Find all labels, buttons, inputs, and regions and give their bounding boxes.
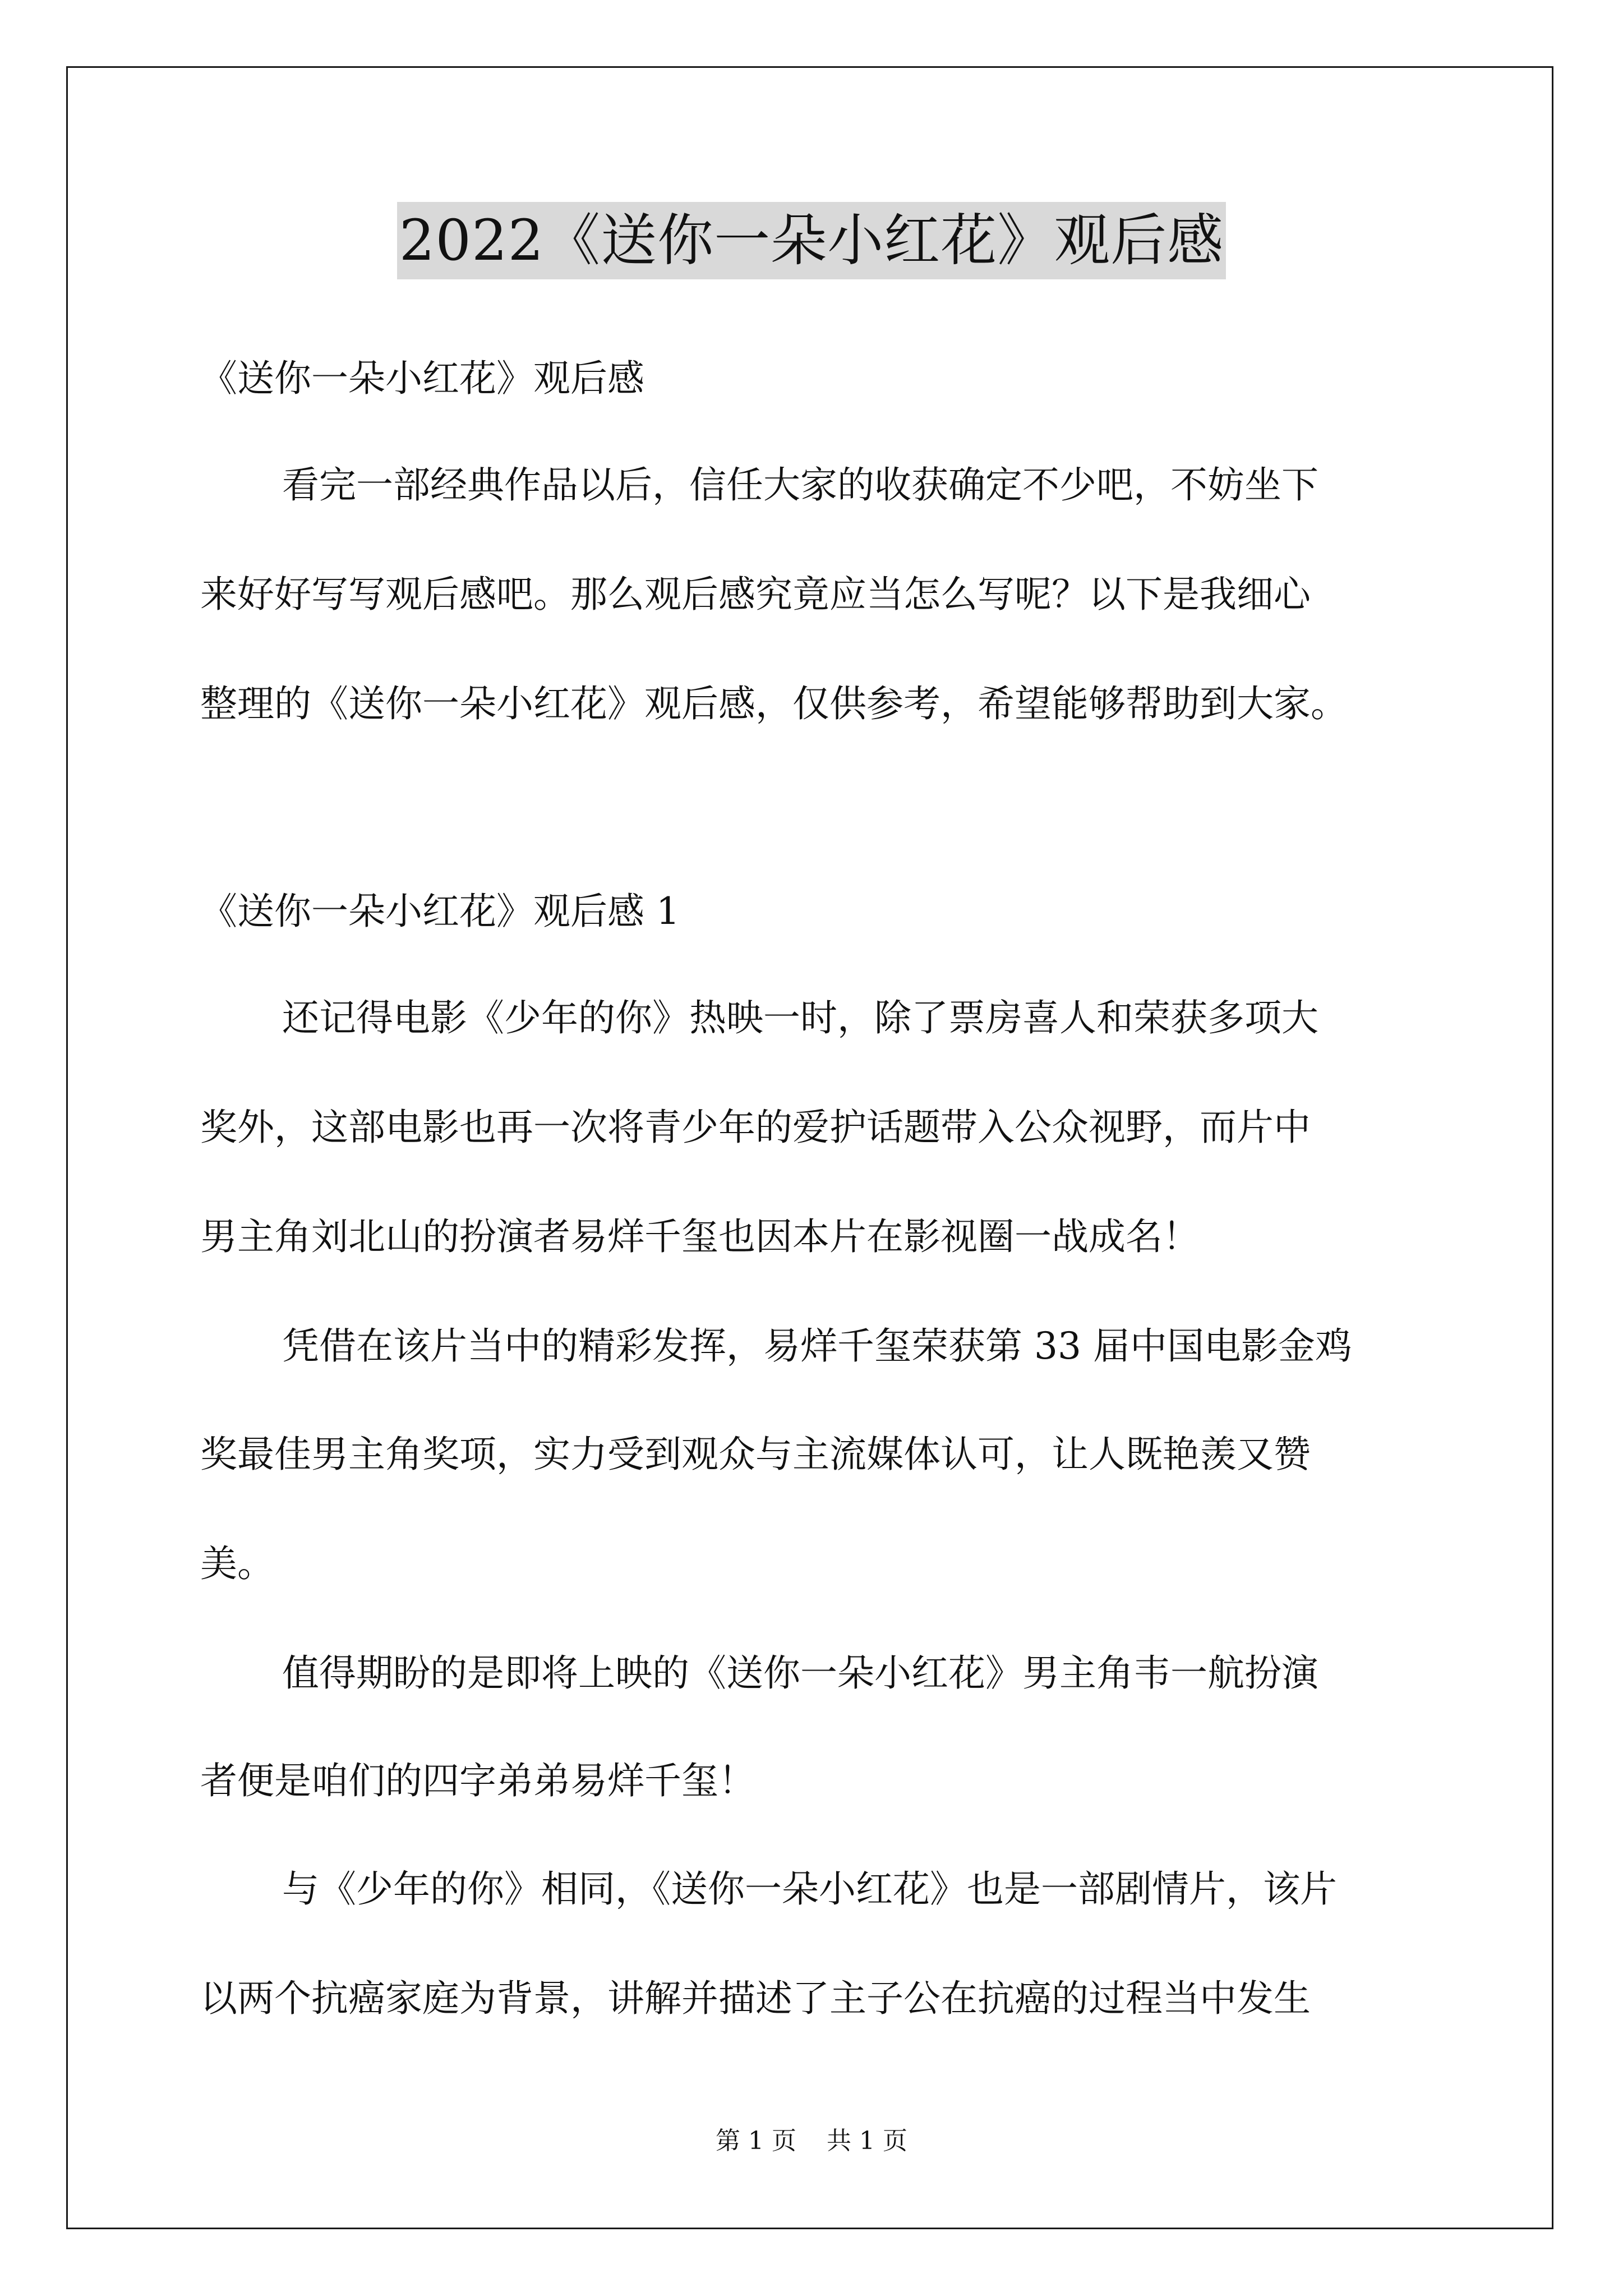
paragraph-line: 以两个抗癌家庭为背景，讲解并描述了主子公在抗癌的过程当中发生 (200, 1977, 1311, 2020)
paragraph-line: 奖最佳男主角奖项，实力受到观众与主流媒体认可，让人既艳羡又赞 (200, 1433, 1311, 1476)
subtitle-line: 《送你一朵小红花》观后感 (200, 357, 644, 400)
paragraph-line: 男主角刘北山的扮演者易烊千玺也因本片在影视圈一战成名！ (200, 1215, 1200, 1258)
paragraph-line: 者便是咱们的四字弟弟易烊千玺！ (200, 1759, 755, 1802)
paragraph-line: 凭借在该片当中的精彩发挥，易烊千玺荣获第 33 届中国电影金鸡 (282, 1324, 1352, 1368)
paragraph-line: 看完一部经典作品以后，信任大家的收获确定不少吧，不妨坐下 (282, 463, 1318, 507)
paragraph-line: 值得期盼的是即将上映的《送你一朵小红花》男主角韦一航扮演 (282, 1651, 1318, 1695)
paragraph-line: 美。 (200, 1542, 274, 1585)
page-total: 共 1 页 (827, 2127, 907, 2155)
paragraph-line: 来好好写写观后感吧。那么观后感究竟应当怎么写呢？以下是我细心 (200, 573, 1311, 616)
paragraph-line: 还记得电影《少年的你》热映一时，除了票房喜人和荣获多项大 (282, 996, 1318, 1039)
page-footer (0, 2120, 1623, 2156)
paragraph-line: 奖外，这部电影也再一次将青少年的爱护话题带入公众视野，而片中 (200, 1106, 1311, 1149)
paragraph-line: 整理的《送你一朵小红花》观后感，仅供参考，希望能够帮助到大家。 (200, 682, 1348, 725)
section-heading: 《送你一朵小红花》观后感 1 (200, 890, 680, 933)
title-container (0, 202, 1623, 279)
page-number: 第 1 页 (716, 2127, 796, 2155)
document-title: 2022《送你一朵小红花》观后感 (397, 202, 1227, 279)
paragraph-line: 与《少年的你》相同，《送你一朵小红花》也是一部剧情片，该片 (282, 1867, 1337, 1911)
